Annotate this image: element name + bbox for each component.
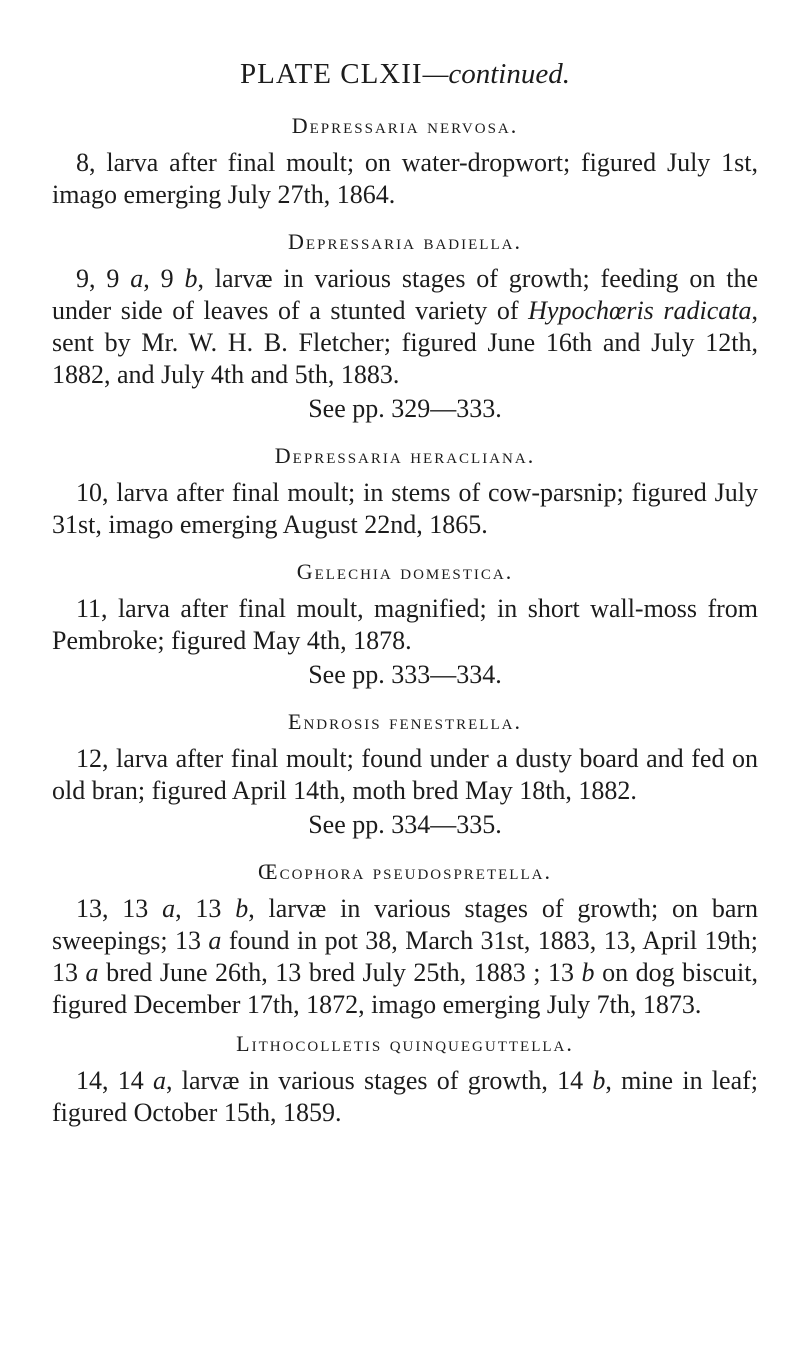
section-depressaria-heracliana [52, 443, 758, 541]
species-heading: Depressaria heracliana. [274, 443, 536, 468]
section-gelechia-domestica [52, 559, 758, 691]
species-heading: Depressaria nervosa. [291, 113, 519, 138]
document-page [52, 58, 758, 1147]
species-heading: Gelechia domestica. [296, 559, 514, 584]
species-heading: Lithocolletis quinqueguttella. [236, 1031, 574, 1056]
species-heading: Endrosis fenestrella. [288, 709, 522, 734]
section-endrosis-fenestrella [52, 709, 758, 841]
plate-title [52, 58, 758, 91]
entry-text: 12, larva after final moult; found under a dusty board and fed on old bran; figured April 14th, moth bred May 18th, 1882. [52, 744, 758, 805]
species-heading: Depressaria badiella. [288, 229, 522, 254]
section-oecophora-pseudospretella [52, 859, 758, 1021]
entry-text: 8, larva after final moult; on water-dropwort; figured July 1st, imago emerging July 27th, 1864. [52, 148, 758, 209]
section-lithocolletis-quinqueguttella [52, 1031, 758, 1129]
entry-text: 11, larva after final moult, magnified; in short wall-moss from Pembroke; figured May 4th, 1878. [52, 594, 758, 655]
species-heading: Œcophora pseudospretella. [258, 859, 552, 884]
entry-text: 13, 13 a, 13 b, larvæ in various stages of growth; on barn sweepings; 13 a found in pot 38, March 31st, 1883, 13, April 19th; 13 a bred June 26th, 13 bred July 25th, 1883 ; 13 b on dog biscuit, figured December 17th, 1872, imago emerging July 7th, 1873. [52, 894, 759, 1019]
entry-text: 14, 14 a, larvæ in various stages of growth, 14 b, mine in leaf; figured October 15th, 1859. [52, 1066, 758, 1127]
section-depressaria-badiella [52, 229, 758, 425]
entry-text: 10, larva after final moult; in stems of cow-parsnip; figured July 31st, imago emerging August 22nd, 1865. [52, 478, 758, 539]
page-reference: See pp. 334—335. [308, 810, 502, 839]
section-depressaria-nervosa [52, 113, 758, 211]
entry-text: 9, 9 a, 9 b, larvæ in various stages of growth; feeding on the under side of leaves of a stunted variety of Hypochœris radicata, sent by Mr. W. H. B. Fletcher; figured June 16th and July 12th, 1882, and July 4th and 5th, 1883. [52, 264, 758, 389]
plate-title-main: PLATE CLXII [240, 58, 423, 90]
page-reference: See pp. 329—333. [308, 394, 502, 423]
plate-title-suffix: —continued. [422, 58, 570, 90]
page-reference: See pp. 333—334. [308, 660, 502, 689]
